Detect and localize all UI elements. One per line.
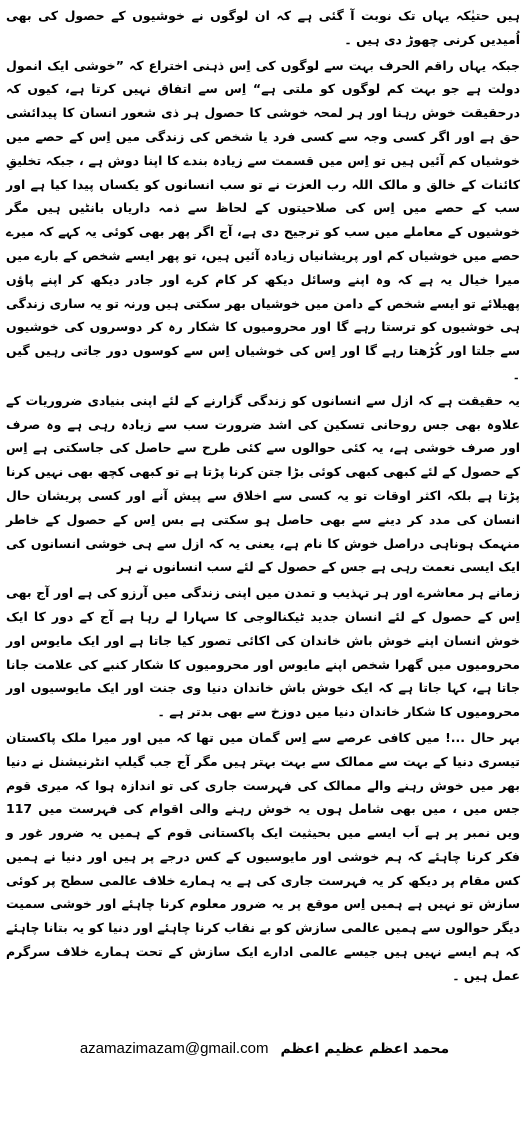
- article-paragraph: ہیں حتیٰکہ یہاں تک نوبت آ گئی ہے کہ ان لوگوں نے خوشیوں کے حصول کی بھی اُمیدیں کرنی چھوڑ دی ہیں ۔: [6, 8, 520, 47]
- signature-line: [0, 1040, 529, 1057]
- article-paragraph: یہ حقیقت ہے کہ ازل سے انسانوں کو زندگی گزارنے کے لئے اپنی بنیادی ضروریات کے علاوہ بھی جس روحانی تسکین کی اشد ضرورت سب سے زیادہ رہی ہے وہ صرف اور صرف خوشی ہے، یہ کئی حوالوں سے کئی طرح سے حاصل کی جاسکتی ہے اِس کے حصول کے لئے کبھی کبھی کوئی بڑا جتن کرنا پڑتا ہے تو کبھی کچھ بھی نہیں کرنا پڑتا ہے بلکہ اکثر اوقات تو یہ کسی سے اخلاق سے پیش آنے اور کسی پریشان حال انسان کی مدد کر دینے سے بھی حاصل ہو سکتی ہے بس اِس کے حصول کے خاطر منہمک ہوناہی دراصل خوش کا نام ہے، یعنی یہ کہ ازل سے ہی خوشی انسانوں کی ایک ایسی نعمت رہی ہے جس کے حصول کے لئے سب انسانوں نے ہر: [6, 392, 520, 575]
- article-paragraph: زمانے ہر معاشرے اور ہر تہذیب و تمدن میں اپنی زندگی میں آرزو کی ہے اور آج بھی اِس کے حصول کے لئے انسان جدید ٹیکنالوجی کا سہارا لے رہا ہے آج کے دور کا ایک خوش انسان اپنے خوش باش خاندان کی اکائی تصور کیا جاتا ہے اور ایک مایوس اور محرومیوں میں گھرا شخص اپنے مایوس اور محرومیوں کا شکار کنبے کی علامت جانا جاتا ہے، کہا جاتا ہے کہ ایک خوش باش خاندان دنیا وی جنت اور ایک مایوسیوں اور محرومیوں کا شکار خاندان دنیا میں دوزخ سے بھی بدتر ہے ۔: [6, 585, 520, 720]
- article-paragraph: بہر حال ...! میں کافی عرصے سے اِس گمان میں تھا کہ میں اور میرا ملک پاکستان تیسری دنیا کے بہت سے ممالک سے بہت بہتر ہیں مگر آج جب گیلپ انٹرنیشنل نے دنیا بھر میں خوش رہنے والے ممالک کی فہرست جاری کی تو اندازہ ہوا کہ میری قوم جس میں ، میں بھی شامل ہوں یہ خوش رہنے والی اقوام کی فہرست میں 117 ویں نمبر پر ہے اَب ایسے میں بحیثیت ایک پاکستانی قوم کے ہمیں یہ ضرور غور و فکر کرنا چاہئے کہ ہم خوشی اور مایوسیوں کے کس درجے پر ہیں اور دنیا نے ہمیں کس مقام پر دیکھ کر یہ فہرست جاری کی ہے یہ ہمارے خلاف عالمی سطح پر کوئی سازش تو نہیں ہے ہمیں اِس موقع پر یہ ضرور معلوم کرنا چاہئے اور خوشی سمیت دیگر حوالوں سے ہمیں عالمی سازش کو بے نقاب کرنا چاہئے اور دنیا کو یہ بتانا چاہئے کہ ہم ایسے نہیں ہیں جیسے عالمی ادارے ایک سازش کے تحت ہمارے خلاف سرگرم عمل ہیں ۔: [6, 729, 520, 983]
- author-name: محمد اعظم عظیم اعظم: [280, 1041, 450, 1057]
- article-paragraph: جبکہ یہاں راقم الحرف بہت سے لوگوں کی اِس ذہنی اختراع کہ ”خوشی ایک انمول دولت ہے جو بہت کم لوگوں کو ملتی ہے“ اِس سے اتفاق نہیں کرتا ہے، کیوں کہ درحقیقت خوش رہنا اور ہر لمحہ خوشی کا حصول ہر ذی شعور انسان کا پیدائشی حق ہے اور اگر کسی وجہ سے کسی فرد یا شخص کی زندگی میں اِس کے حصے میں خوشیاں کم آئیں ہیں تو اِس میں قسمت سے زیادہ بندے کا اپنا دوش ہے ، جبکہ تخلیقِ کائنات کے خالق و مالک اللہ رب العزت نے تو سب انسانوں کو یکساں پیدا کیا ہے اور سب کے حصے میں اِس کی صلاحیتوں کے لحاظ سے ذمہ داریاں بانٹیں ہیں مگر خوشیوں کے معاملے میں سب کو ترجیح دی ہے، آج اگر پھر بھی کوئی یہ کہے کہ میرے حصے میں خوشیاں کم اور پریشانیاں زیادہ آئیں ہیں، تو پھر ایسے شخص کے بارے میں میرا خیال یہ ہے کہ وہ اپنے وسائل دیکھ کر کام کرے اور جادر دیکھ کر اپنے پاؤں پھیلائے تو ایسے شخص کے دامن میں خوشیاں بھر سکتی ہیں ورنہ تو یہ ساری زندگی ہی خوشیوں کو ترستا رہے گا اور محرومیوں کا شکار رہ کر دوسروں کی خوشیوں سے جلتا اور کُڑھتا رہے گا اور اِس کی خوشیاں اِس سے کوسوں دور جاتی رہیں گیں ۔: [6, 57, 520, 382]
- article-body: [6, 4, 520, 990]
- author-email: azamazimazam@gmail.com: [79, 1040, 269, 1057]
